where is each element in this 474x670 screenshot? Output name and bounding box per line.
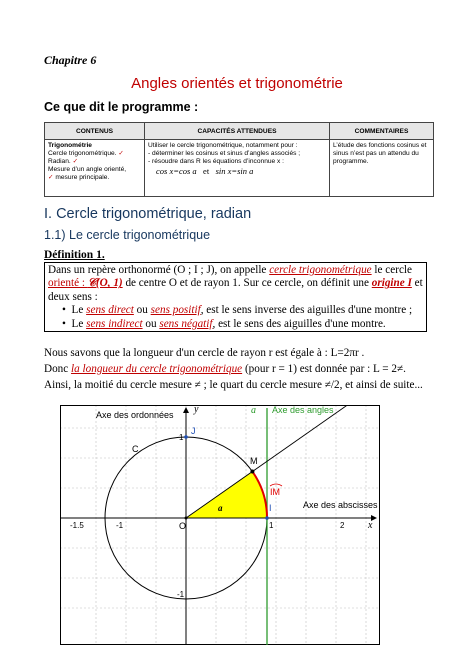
origin-label: O bbox=[179, 521, 187, 531]
trig-circle-figure bbox=[60, 405, 380, 645]
definition-bullet-indirect: • Le sens indirect ou sens négatif, est le sens des aiguilles d'une montre. bbox=[62, 317, 386, 330]
arc-label: IM bbox=[270, 487, 280, 497]
angles-axis-label: Axe des angles bbox=[272, 405, 334, 415]
x-tick: 2 bbox=[340, 521, 345, 530]
equation-sin: sin x=sin a bbox=[215, 166, 254, 176]
contenus-line4: mesure principale. bbox=[55, 174, 110, 181]
check-icon: ✓ bbox=[118, 150, 124, 157]
x-tick: 1 bbox=[269, 521, 274, 530]
col-header-commentaires: COMMENTAIRES bbox=[330, 123, 434, 140]
x-tick: -1 bbox=[116, 521, 124, 530]
cell-commentaires: L’étude des fonctions cosinus et sinus n’est pas un attendu du programme. bbox=[330, 140, 434, 197]
definition-label: Définition 1. bbox=[44, 249, 105, 261]
angle-label: a bbox=[218, 503, 223, 513]
chapter-label: Chapitre 6 bbox=[44, 53, 97, 67]
programme-table bbox=[44, 122, 434, 197]
grid bbox=[60, 405, 380, 645]
cell-contenus bbox=[45, 140, 145, 197]
circle-label: C bbox=[132, 444, 139, 454]
point-j bbox=[184, 435, 188, 439]
paragraph-length: Nous savons que la longueur d'un cercle de rayon r est égale à : L=2πr . bbox=[44, 347, 365, 359]
definition-line1: Dans un repère orthonormé (O ; I ; J), on appelle cercle trigonométrique le cercle bbox=[48, 264, 412, 276]
definition-bullet-direct: • Le sens direct ou sens positif, est le sens inverse des aiguilles d'une montre ; bbox=[62, 304, 413, 317]
col-header-capacites: CAPACITÉS ATTENDUES bbox=[145, 123, 330, 140]
page-title: Angles orientés et trigonométrie bbox=[131, 75, 343, 92]
contenus-title: Trigonométrie bbox=[48, 142, 92, 149]
equation-separator: et bbox=[203, 166, 210, 176]
subsection-heading: 1.1) Le cercle trigonométrique bbox=[44, 228, 211, 242]
a-letter: a bbox=[251, 405, 256, 416]
point-i bbox=[265, 516, 269, 520]
contenus-line3: Mesure d’un angle orienté, bbox=[48, 166, 127, 173]
check-icon: ✓ bbox=[48, 174, 54, 181]
cell-capacites bbox=[145, 140, 330, 197]
x-tick: -1.5 bbox=[70, 521, 84, 530]
y-axis-label: Axe des ordonnées bbox=[96, 410, 174, 420]
paragraph-trig-length: Donc la longueur du cercle trigonométrique (pour r = 1) est donnée par : L = 2≠. bbox=[44, 363, 406, 375]
contenus-line1: Cercle trigonométrique. bbox=[48, 150, 117, 157]
check-icon: ✓ bbox=[72, 158, 79, 165]
figure-frame bbox=[61, 406, 380, 645]
section-heading: I. Cercle trigonométrique, radian bbox=[44, 206, 252, 222]
point-m-label: M bbox=[250, 456, 258, 466]
y-tick: -1 bbox=[177, 590, 185, 599]
y-letter: y bbox=[194, 405, 199, 415]
definition-line2: orienté : 𝒞(O, 1) de centre O et de rayon 1. Sur ce cercle, on définit une origine I et bbox=[48, 277, 423, 290]
programme-heading: Ce que dit le programme : bbox=[44, 100, 199, 114]
definition-line3: deux sens : bbox=[48, 290, 98, 303]
angle-sector bbox=[186, 472, 267, 519]
equation-cos: cos x=cos a bbox=[156, 166, 197, 176]
x-letter: x bbox=[368, 520, 373, 531]
x-axis-label: Axe des abscisses bbox=[303, 500, 378, 510]
point-i-label: I bbox=[269, 503, 272, 513]
y-tick: 1 bbox=[179, 433, 184, 442]
capacites-line3: - résoudre dans R les équations d’inconnue x : bbox=[148, 158, 284, 165]
point-o bbox=[185, 517, 188, 520]
definition-box bbox=[44, 262, 427, 332]
point-j-label: J bbox=[191, 426, 196, 436]
point-m bbox=[250, 470, 254, 474]
paragraph-fractions: Ainsi, la moitié du cercle mesure ≠ ; le quart du cercle mesure ≠/2, et ainsi de suite... bbox=[44, 379, 423, 391]
capacites-line2: - déterminer les cosinus et sinus d’angles associés ; bbox=[148, 150, 301, 157]
capacites-line1: Utiliser le cercle trigonométrique, notamment pour : bbox=[148, 142, 298, 149]
contenus-line2: Radian. bbox=[48, 158, 71, 165]
col-header-contenus: CONTENUS bbox=[45, 123, 145, 140]
